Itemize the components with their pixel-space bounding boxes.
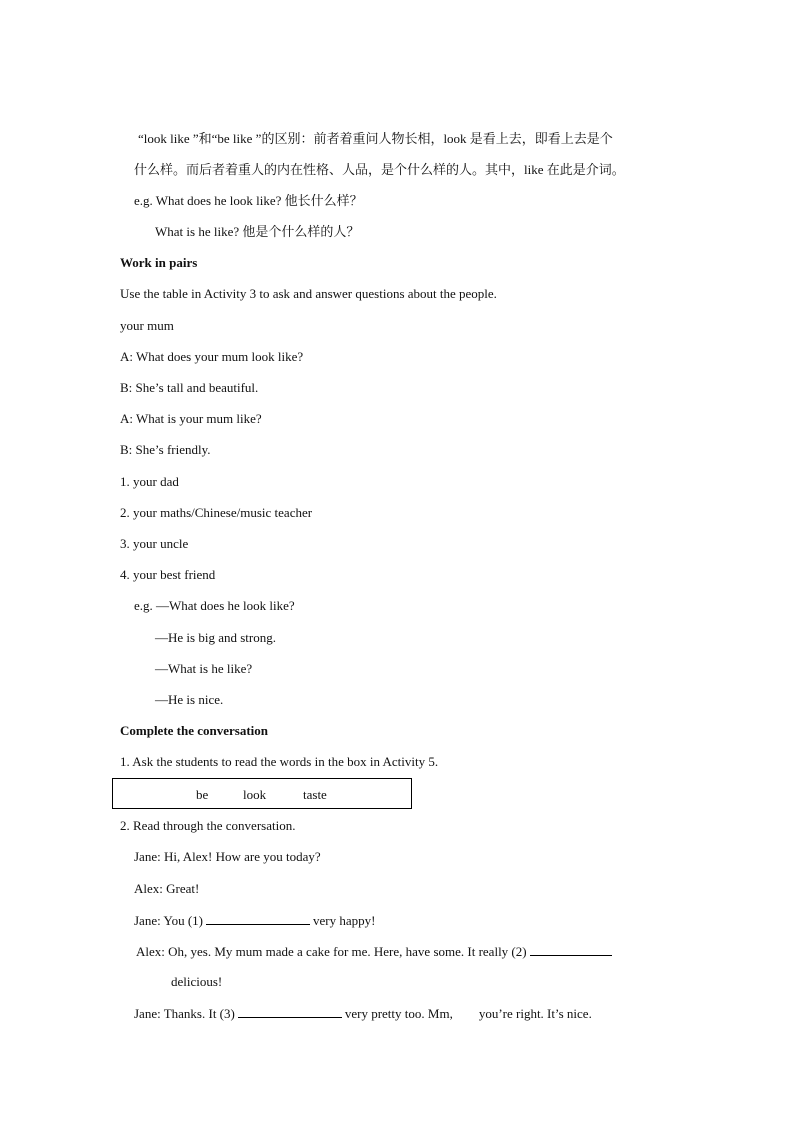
pairs-subject: your mum [120,318,174,333]
example-line: e.g. —What does he look like? [134,598,295,613]
conversation-step-2: 2. Read through the conversation. [120,818,296,833]
section-heading-work-in-pairs: Work in pairs [120,255,198,270]
conversation-line: delicious! [171,974,223,989]
conversation-line [134,912,375,929]
conversation-text: Jane: You (1) [134,913,203,928]
section-heading-complete-conversation: Complete the conversation [120,723,269,738]
dialogue-line: B: She’s friendly. [120,442,211,457]
answer-blank-2[interactable] [530,943,612,956]
conversation-line: Jane: Hi, Alex! How are you today? [134,849,321,864]
list-item: 4. your best friend [120,567,216,582]
grammar-note-line-2: 什么样。而后者着重人的内在性格、人品，是个什么样的人。其中，like 在此是介词。 [134,162,625,177]
example-line: —What is he like? [155,661,253,676]
word-box-item: look [243,787,267,802]
example-line: —He is nice. [155,692,224,707]
word-box-item: be [196,787,209,802]
list-item: 3. your uncle [120,536,189,551]
conversation-line: Alex: Great! [134,881,200,896]
grammar-example-2: What is he like? 他是个什么样的人？ [155,224,360,239]
conversation-text: you’re right. It’s nice. [478,1006,592,1021]
conversation-text: Alex: Oh, yes. My mum made a cake for me. Here, have some. It really (2) [136,944,527,959]
dialogue-line: A: What does your mum look like? [120,349,304,364]
grammar-note-line-1: “look like ”和“be like ”的区别：前者着重问人物长相，look 是看上去，即看上去是个 [138,131,613,146]
conversation-text: very pretty too. Mm, [344,1006,453,1021]
dialogue-line: A: What is your mum like? [120,411,262,426]
dialogue-line: B: She’s tall and beautiful. [120,380,259,395]
example-line: —He is big and strong. [155,630,276,645]
word-box [112,778,412,809]
conversation-step-1: 1. Ask the students to read the words in the box in Activity 5. [120,754,439,769]
conversation-line [134,1005,592,1022]
conversation-line [136,943,615,960]
list-item: 2. your maths/Chinese/music teacher [120,505,313,520]
word-box-item: taste [303,787,327,802]
list-item: 1. your dad [120,474,179,489]
grammar-example-1: e.g. What does he look like? 他长什么样？ [134,193,363,208]
answer-blank-3[interactable] [238,1005,342,1018]
answer-blank-1[interactable] [206,912,310,925]
conversation-text: Jane: Thanks. It (3) [134,1006,235,1021]
conversation-text: very happy! [312,913,376,928]
pairs-instruction: Use the table in Activity 3 to ask and answer questions about the people. [120,286,497,301]
